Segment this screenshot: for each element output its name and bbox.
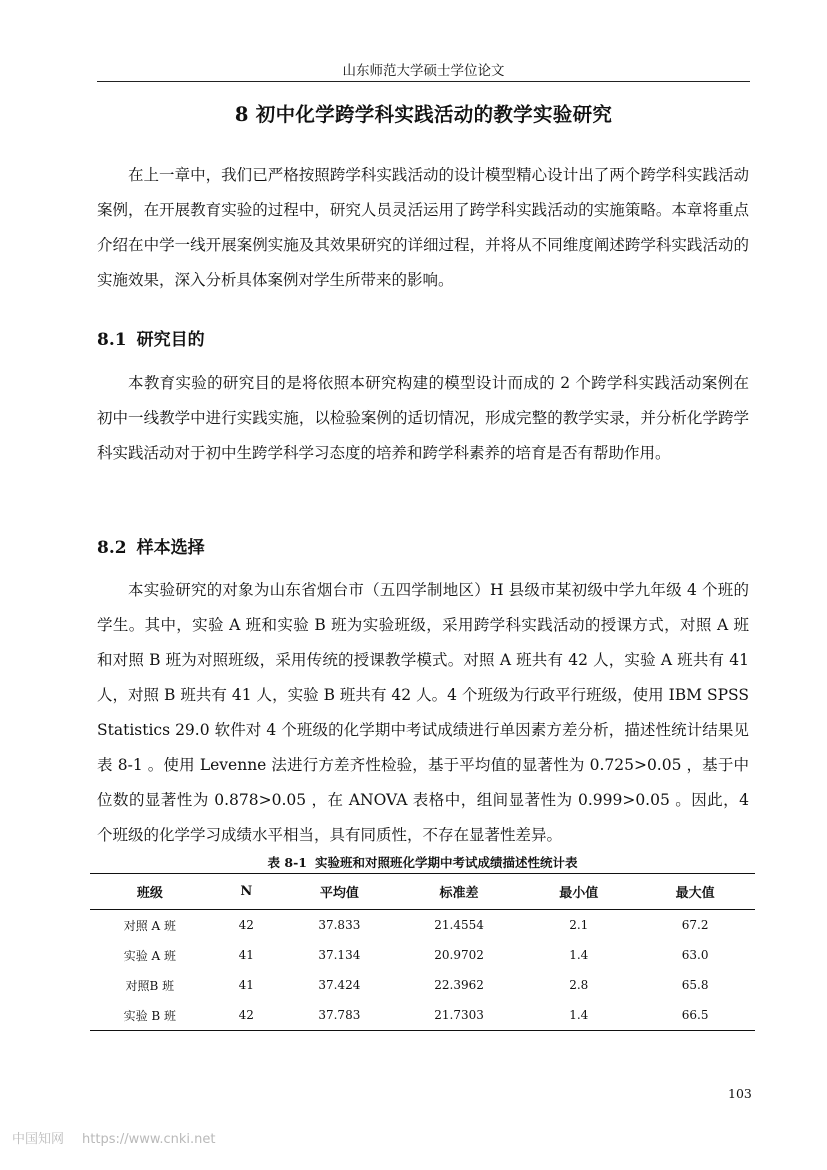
table-caption-text: 实验班和对照班化学期中考试成绩描述性统计表 — [314, 855, 578, 870]
cell-n: 41 — [238, 978, 254, 992]
col-header-min: 最小值 — [522, 874, 635, 910]
cell-class: 实验 A 班 — [123, 948, 176, 963]
section-title-text: 研究目的 — [136, 330, 205, 350]
table-row — [90, 1000, 755, 1031]
section-heading-8-1 — [97, 328, 205, 352]
cell-min: 2.1 — [569, 918, 589, 932]
cell-min: 1.4 — [569, 948, 589, 962]
cell-min: 1.4 — [522, 1000, 635, 1031]
watermark-url: https://www.cnki.net — [82, 1132, 216, 1147]
table-header-row — [90, 874, 755, 910]
col-header-sd: 标准差 — [396, 874, 522, 910]
col-header-max: 最大值 — [635, 874, 755, 910]
cell-sd: 21.4554 — [434, 918, 484, 932]
cell-mean: 37.783 — [283, 1000, 396, 1031]
cell-n: 42 — [238, 918, 254, 932]
cell-max: 67.2 — [681, 918, 709, 932]
running-header: 山东师范大学硕士学位论文 — [342, 63, 505, 79]
section-8-2-paragraph: 本实验研究的对象为山东省烟台市（五四学制地区）H 县级市某初级中学九年级 4 个班的学生。其中，实验 A 班和实验 B 班为实验班级，采用跨学科实践活动的授课方式，对照 A 班和对照 B 班为对照班级，采用传统的授课教学模式。对照 A 班共有 42 人，实验 A 班共有 41 人，对照 B 班共有 41 人，实验 B 班共有 42 人。4 个班级为行政平行班级，使用 IBM SPSS Statistics 29.0 软件对 4 个班级的化学期中考试成绩进行单因素方差分析，描述性统计结果见表 8-1 。使用 Levenne 法进行方差齐性检验，基于平均值的显著性为 0.725>0.05 ，基于中位数的显著性为 0.878>0.05 ，在 ANOVA 表格中，组间显著性为 0.999>0.05 。因此，4 个班级的化学学习成绩水平相当，具有同质性，不存在显著性差异。 — [97, 581, 749, 844]
table-row — [90, 970, 755, 1000]
cell-n: 41 — [238, 948, 254, 962]
header-rule — [97, 81, 750, 82]
chapter-title: 8 初中化学跨学科实践活动的教学实验研究 — [234, 103, 613, 126]
cell-mean: 37.134 — [318, 948, 361, 962]
intro-paragraph: 在上一章中，我们已严格按照跨学科实践活动的设计模型精心设计出了两个跨学科实践活动案例，在开展教育实验的过程中，研究人员灵活运用了跨学科实践活动的实施策略。本章将重点介绍在中学一线开展案例实施及其效果研究的详细过程，并将从不同维度阐述跨学科实践活动的实施效果，深入分析具体案例对学生所带来的影响。 — [97, 166, 749, 289]
page-number: 103 — [728, 1086, 752, 1101]
watermark-brand: 中国知网 — [12, 1132, 65, 1147]
cell-min: 2.8 — [569, 978, 589, 992]
cell-sd: 22.3962 — [434, 978, 484, 992]
cell-max: 65.8 — [681, 978, 709, 992]
section-number: 8.1 — [97, 330, 127, 350]
cell-sd: 21.7303 — [396, 1000, 522, 1031]
col-header-class: 班级 — [90, 874, 210, 910]
col-header-mean: 平均值 — [283, 874, 396, 910]
table-row — [90, 940, 755, 970]
table-caption-number: 表 8-1 — [267, 855, 307, 870]
table-caption — [90, 855, 755, 871]
section-heading-8-2 — [97, 536, 205, 560]
section-title-text: 样本选择 — [136, 538, 205, 558]
cell-n: 42 — [210, 1000, 283, 1031]
cell-class: 对照B 班 — [125, 978, 175, 993]
watermark — [12, 1128, 215, 1147]
cell-mean: 37.424 — [318, 978, 361, 992]
cell-max: 63.0 — [681, 948, 709, 962]
cell-max: 66.5 — [635, 1000, 755, 1031]
cell-sd: 20.9702 — [434, 948, 484, 962]
cell-mean: 37.833 — [318, 918, 361, 932]
col-header-n: N — [210, 874, 283, 910]
section-number: 8.2 — [97, 538, 127, 558]
table-row — [90, 910, 755, 941]
descriptive-stats-table — [90, 873, 755, 1031]
cell-class: 实验 B 班 — [90, 1000, 210, 1031]
cell-class: 对照 A 班 — [123, 918, 176, 933]
section-8-1-paragraph: 本教育实验的研究目的是将依照本研究构建的模型设计而成的 2 个跨学科实践活动案例在初中一线教学中进行实践实施，以检验案例的适切情况，形成完整的教学实录，并分析化学跨学科实践活动对于初中生跨学科学习态度的培养和跨学科素养的培育是否有帮助作用。 — [97, 374, 749, 462]
